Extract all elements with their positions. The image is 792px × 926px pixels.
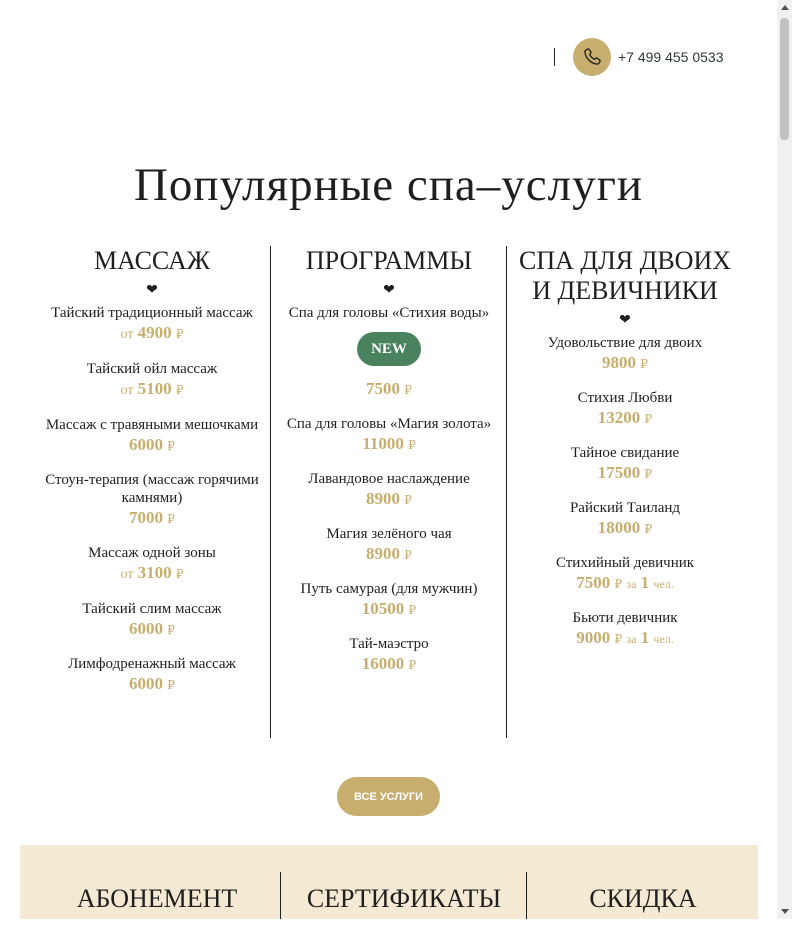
price-value: 8900: [366, 544, 401, 563]
phone-icon: [582, 47, 602, 67]
header-divider: [554, 48, 555, 66]
service-item[interactable]: [271, 580, 507, 621]
service-name[interactable]: Массаж с травяными мешочками: [45, 417, 259, 433]
service-item[interactable]: [34, 471, 270, 530]
per-number: 1: [640, 628, 650, 647]
discount-link[interactable]: СКИДКА: [526, 872, 759, 919]
service-item[interactable]: [507, 609, 743, 650]
currency: ₽: [408, 658, 417, 672]
service-item[interactable]: [507, 444, 743, 485]
service-item[interactable]: [34, 655, 270, 696]
page-title: Популярные спа–услуги: [133, 159, 644, 211]
service-price: [34, 673, 270, 696]
currency: ₽: [408, 603, 417, 617]
currency: ₽: [644, 522, 653, 536]
price-value: 17500: [597, 463, 641, 482]
service-price: [507, 462, 743, 485]
price-prefix: от: [120, 327, 134, 342]
service-name[interactable]: Тайное свидание: [570, 445, 680, 461]
currency: ₽: [175, 383, 184, 397]
column-title: МАССАЖ: [93, 246, 211, 275]
column-programs: [270, 246, 507, 738]
bottom-offers-band: [20, 845, 758, 919]
service-name[interactable]: Лимфодренажный массаж: [68, 656, 236, 672]
service-price: [34, 507, 270, 530]
service-item[interactable]: [34, 304, 270, 346]
column-massage: [34, 246, 270, 710]
currency: ₽: [175, 567, 184, 581]
service-name[interactable]: Бьюти девичник: [572, 610, 678, 626]
currency: ₽: [644, 467, 653, 481]
service-item[interactable]: [34, 544, 270, 586]
service-price: [34, 562, 270, 586]
currency: ₽: [175, 327, 184, 341]
scroll-thumb[interactable]: [780, 18, 789, 140]
price-value: 7500: [576, 573, 611, 592]
service-name[interactable]: Тайский традиционный массаж: [51, 305, 253, 321]
price-value: 7000: [129, 508, 164, 527]
service-item[interactable]: [507, 499, 743, 540]
service-price: [507, 517, 743, 540]
heart-icon: ❤: [619, 313, 631, 328]
service-name[interactable]: Стихия Любви: [577, 390, 673, 406]
currency: ₽: [614, 577, 623, 591]
currency: ₽: [167, 623, 175, 637]
service-name[interactable]: Райский Таиланд: [569, 500, 681, 516]
service-price: [34, 434, 270, 457]
per-unit: чел.: [653, 632, 674, 646]
price-value: 16000: [361, 654, 405, 673]
service-name[interactable]: Стихийный девичник: [555, 555, 695, 571]
phone-number-link[interactable]: +7 499 455 0533: [618, 49, 724, 65]
currency: ₽: [167, 678, 175, 692]
service-name[interactable]: Спа для головы «Стихия воды»: [288, 305, 490, 321]
price-value: 9800: [602, 353, 637, 372]
price-value: 11000: [362, 434, 404, 453]
service-price: [271, 543, 507, 566]
currency: ₽: [614, 632, 623, 646]
service-price: [507, 572, 743, 595]
per-label: за: [626, 632, 637, 646]
certificates-link[interactable]: СЕРТИФИКАТЫ: [280, 872, 527, 919]
subscription-link[interactable]: АБОНЕМЕНТ: [76, 884, 238, 913]
service-item[interactable]: [507, 389, 743, 430]
service-name[interactable]: Тай-маэстро: [349, 636, 429, 652]
service-price: [271, 378, 507, 401]
service-price: [34, 322, 270, 346]
service-name[interactable]: Удовольствие для двоих: [547, 335, 703, 351]
price-value: 3100: [137, 563, 172, 582]
price-value: 6000: [129, 435, 164, 454]
service-item[interactable]: [271, 470, 507, 511]
service-name[interactable]: Спа для головы «Магия золота»: [286, 416, 492, 432]
service-name[interactable]: Массаж одной зоны: [88, 545, 216, 561]
column-title: СПА ДЛЯ ДВОИХ И ДЕВИЧНИКИ: [518, 246, 731, 305]
service-price: [271, 488, 507, 511]
scrollbar[interactable]: [777, 0, 792, 919]
currency: ₽: [404, 383, 412, 397]
scroll-up-icon[interactable]: [781, 5, 789, 10]
price-value: 8900: [366, 489, 401, 508]
price-value: 6000: [129, 674, 164, 693]
service-name[interactable]: Тайский ойл массаж: [86, 361, 218, 377]
column-title: ПРОГРАММЫ: [305, 246, 473, 275]
service-price: [507, 407, 743, 430]
service-name[interactable]: Стоун-терапия (массаж горячими камнями): [45, 472, 259, 506]
new-badge: NEW: [357, 332, 421, 366]
price-value: 18000: [597, 518, 641, 537]
currency: ₽: [640, 357, 648, 371]
price-value: 4900: [137, 323, 172, 342]
price-prefix: от: [120, 383, 134, 398]
service-item[interactable]: [34, 600, 270, 641]
price-value: 10500: [361, 599, 405, 618]
service-item[interactable]: [271, 635, 507, 676]
scroll-down-icon[interactable]: [781, 909, 789, 914]
service-price: [271, 598, 507, 621]
currency: ₽: [167, 439, 175, 453]
currency: ₽: [404, 548, 412, 562]
price-value: 5100: [137, 379, 172, 398]
service-price: [34, 618, 270, 641]
price-value: 6000: [129, 619, 164, 638]
all-services-button[interactable]: ВСЕ УСЛУГИ: [337, 777, 440, 816]
service-name[interactable]: Лавандовое наслаждение: [308, 471, 470, 487]
currency: ₽: [404, 493, 412, 507]
phone-button[interactable]: [573, 38, 611, 76]
per-unit: чел.: [653, 577, 674, 591]
service-item[interactable]: [271, 304, 507, 401]
service-price: [271, 433, 507, 456]
currency: ₽: [408, 438, 416, 452]
price-value: 9000: [576, 628, 611, 647]
column-spa-for-two: [506, 246, 743, 738]
heart-icon: ❤: [146, 283, 158, 298]
service-price: [34, 378, 270, 402]
service-item[interactable]: [507, 554, 743, 595]
service-name[interactable]: Путь самурая (для мужчин): [300, 581, 478, 597]
price-value: 13200: [597, 408, 641, 427]
currency: ₽: [167, 512, 175, 526]
heart-icon: ❤: [383, 283, 395, 298]
currency: ₽: [644, 412, 653, 426]
per-label: за: [626, 577, 637, 591]
service-item[interactable]: [34, 360, 270, 402]
price-prefix: от: [120, 567, 134, 582]
service-name[interactable]: Магия зелёного чая: [326, 526, 452, 542]
service-item[interactable]: [34, 416, 270, 457]
service-item[interactable]: [271, 525, 507, 566]
service-price: [507, 352, 743, 375]
price-value: 7500: [366, 379, 401, 398]
service-item[interactable]: [271, 415, 507, 456]
service-item[interactable]: [507, 334, 743, 375]
service-name[interactable]: Тайский слим массаж: [82, 601, 222, 617]
service-price: [271, 653, 507, 676]
service-price: [507, 627, 743, 650]
per-number: 1: [640, 573, 650, 592]
